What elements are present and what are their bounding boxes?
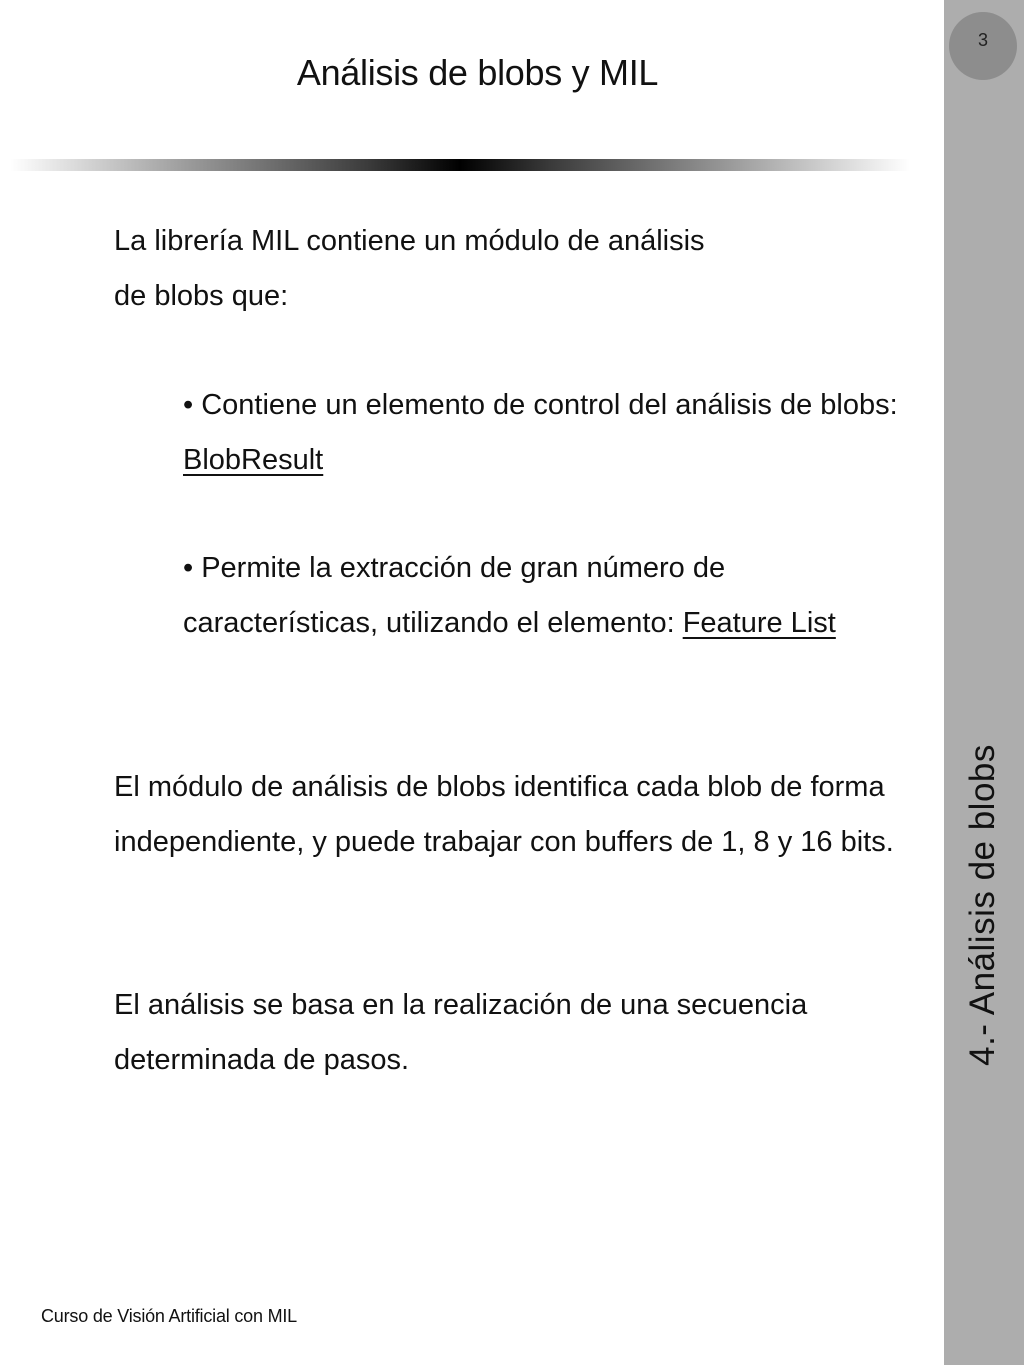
feature-list-link[interactable]: Feature List bbox=[682, 607, 836, 639]
side-band bbox=[944, 0, 1024, 1365]
blobresult-link[interactable]: BlobResult bbox=[183, 444, 324, 476]
body-paragraph: El módulo de análisis de blobs identifica cada blob de forma independiente, y puede trabajar con buffers de 1, 8 y 16 bits. bbox=[114, 771, 894, 858]
footer-text: Curso de Visión Artificial con MIL bbox=[41, 1306, 297, 1326]
section-label: 4.- Análisis de blobs bbox=[963, 744, 1002, 1066]
body-paragraph: El análisis se basa en la realización de una secuencia determinada de pasos. bbox=[114, 989, 808, 1076]
bullet-item bbox=[183, 378, 903, 488]
page-number: 3 bbox=[977, 30, 988, 50]
bullet-item bbox=[183, 541, 903, 651]
bullet-text: • Contiene un elemento de control del análisis de blobs: bbox=[183, 389, 898, 421]
bullet-text: • Permite la extracción de gran número de características, utilizando el elemento: bbox=[183, 552, 726, 639]
title-divider bbox=[10, 159, 910, 171]
intro-paragraph: La librería MIL contiene un módulo de análisis de blobs que: bbox=[114, 225, 705, 312]
slide-title: Análisis de blobs y MIL bbox=[296, 52, 659, 93]
